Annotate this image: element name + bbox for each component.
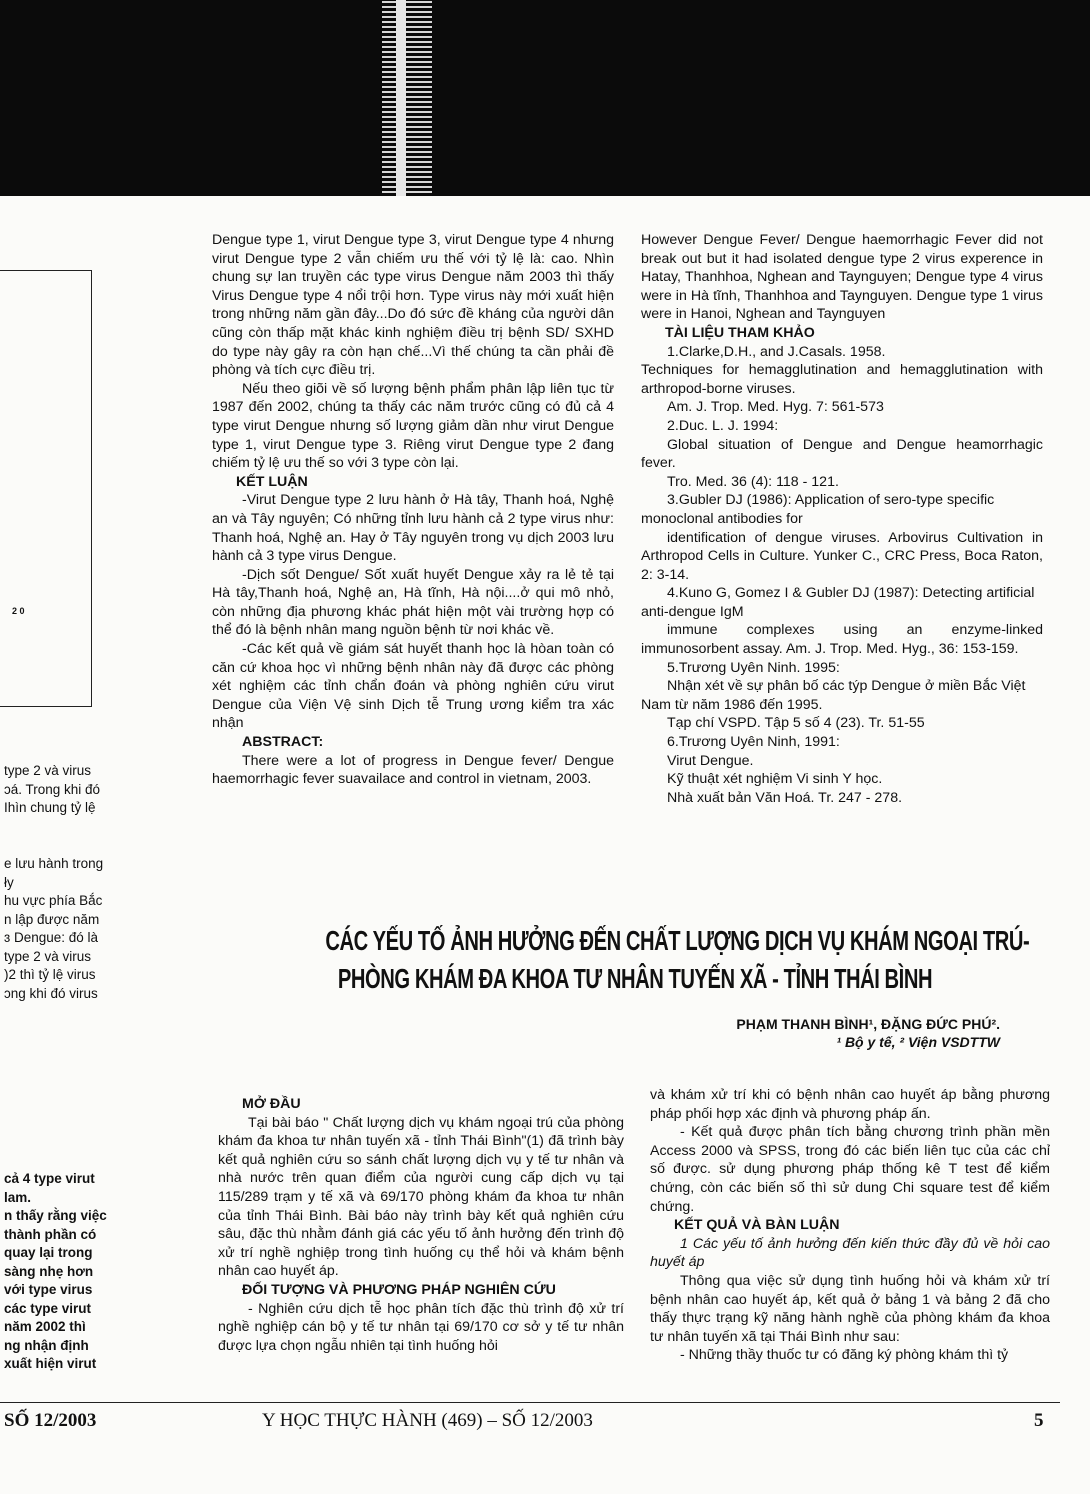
paragraph: và khám xử trí khi có bệnh nhân cao huyết áp bằng phương pháp phối hợp xác định và phương pháp ấn. <box>650 1087 1050 1122</box>
reference-line: 3.Gubler DJ (1986): Application of sero-type specific monoclonal antibodies for <box>641 492 995 527</box>
reference-line: Kỹ thuật xét nghiệm Vi sinh Y học. <box>667 771 883 788</box>
frame-right-line <box>91 270 92 706</box>
reference-line: 6.Trương Uyên Ninh, 1991: <box>667 734 840 751</box>
article-title-line2: PHÒNG KHÁM ĐA KHOA TƯ NHÂN TUYẾN XÃ - TỈNH THÁI BÌNH <box>337 963 933 994</box>
paragraph: Nếu theo giõi về số lượng bệnh phẩm phân lập liên tục từ 1987 đến 2002, chúng ta thấy các năm trước cũng có đủ cả 4 type virut Dengue nhưng số lượng giảm dần như virut Dengue type 1, virut Dengue type 3. Riêng virut Dengue type 2 đang chiếm tỷ lệ ưu thế so với 3 type còn lại. <box>212 380 614 472</box>
lower-right-column <box>650 1086 1050 1365</box>
page-number: 5 <box>1034 1410 1044 1431</box>
lower-left-column <box>218 1095 624 1355</box>
top-black-band <box>0 0 1090 196</box>
reference-line: Nhận xét về sự phân bố các týp Dengue ở miền Bắc Việt Nam từ năm 1986 đến 1995. <box>641 678 1026 713</box>
fragment-line: ng nhận định <box>4 1337 89 1353</box>
section-heading-abstract: ABSTRACT: <box>242 734 324 751</box>
paragraph: - Những thầy thuốc tư có đăng ký phòng khám thì tỷ <box>680 1347 1009 1364</box>
article-title-line1: CÁC YẾU TỐ ẢNH HƯỞNG ĐẾN CHẤT LƯỢNG DỊCH VỤ KHÁM NGOẠI TRÚ- <box>325 925 1030 956</box>
section-heading-doi-tuong: ĐỐI TƯỢNG VÀ PHƯƠNG PHÁP NGHIÊN CỨU <box>242 1281 556 1298</box>
subsection-heading: 1 Các yếu tố ảnh hưởng đến kiến thức đầy đủ về hỏi cao huyết áp <box>650 1235 1050 1271</box>
reference-line: 4.Kuno G, Gomez I & Gubler DJ (1987): Detecting artificial anti-dengue IgM <box>641 585 1035 620</box>
scan-stripe-light <box>396 0 406 196</box>
margin-mark: 2 0 <box>12 606 25 616</box>
reference-line: Am. J. Trop. Med. Hyg. 7: 561-573 <box>667 399 884 416</box>
reference-line: 1.Clarke,D.H., and J.Casals. 1958. <box>667 343 886 360</box>
fragment-line: sàng nhẹ hơn <box>4 1263 94 1279</box>
footer-rule <box>0 1402 1060 1403</box>
margin-fragment-a <box>4 762 100 818</box>
fragment-line: ɔng khi đó virus <box>4 985 98 1001</box>
section-heading-mo-dau: MỞ ĐẦU <box>242 1096 301 1112</box>
fragment-line: lam. <box>4 1189 32 1205</box>
margin-fragment-c <box>4 1170 107 1374</box>
frame-bottom-line <box>0 706 92 707</box>
fragment-line: n thấy rằng việc <box>4 1208 107 1223</box>
scan-stripe <box>382 0 432 196</box>
fragment-line: năm 2002 thì <box>4 1319 86 1334</box>
reference-line: Techniques for hemagglutination and hemagglutination with arthropod-borne viruses. <box>641 362 1043 397</box>
fragment-line: ɜ Dengue: đó là <box>4 930 99 945</box>
fragment-line: cả 4 type virut <box>4 1171 95 1186</box>
authors: PHẠM THANH BÌNH¹, ĐẶNG ĐỨC PHÚ². <box>736 1016 1000 1032</box>
references-heading: TÀI LIỆU THAM KHẢO <box>665 324 815 341</box>
upper-left-column <box>212 231 614 789</box>
abstract-text: There were a lot of progress in Dengue fever/ Dengue haemorrhagic fever suavailace and control in vietnam, 2003. <box>212 752 614 788</box>
reference-line: Virut Dengue. <box>667 752 754 769</box>
fragment-line: type 2 và virus <box>4 948 92 964</box>
fragment-line: các type virut <box>4 1300 92 1316</box>
paragraph: Thông qua việc sử dụng tình huống hỏi và khám xử trí bệnh nhân cao huyết áp, kết quả ở bảng 1 và bảng 2 đã cho thấy thực trạng kỹ năng hành nghề của phòng khám đa khoa tư nhân tuyến xã tại Thái Bình như sau: <box>650 1272 1050 1345</box>
footer-left-issue: SỐ 12/2003 <box>4 1410 97 1431</box>
paragraph: - Kết quả được phân tích bằng chương trình phần mền Access 2000 và SPSS, trong đó các biến liên tục của các chỉ số được. sử dụng phương pháp thống kê T test để kiểm chứng, còn các biến số thì sử dung Chi square test để kiểm chứng. <box>650 1124 1050 1215</box>
fragment-line: xuất hiện virut <box>4 1356 97 1371</box>
reference-line: immune complexes using an enzyme-linked immunosorbent assay. Am. J. Trop. Med. Hyg., 36: 153-159. <box>641 622 1043 658</box>
fragment-line: type 2 và virus <box>4 763 92 778</box>
paragraph: Tại bài báo " Chất lượng dịch vụ khám ngoại trú của phòng khám đa khoa tư nhân tuyến xã - tỉnh Thái Bình"(1) đã trình bày kết quả nghiên cứu so sánh chất lượng dịch vụ y tế tư nhân và nhà nước trên quan điểm của người cung cấp dịch vụ tại 115/289 trạm y tế xã và 69/170 phòng khám đa khoa tư nhân của tỉnh Thái Bình. Bài báo này trình bày kết quả nghiên cứu sâu, đặc thù nhằm đánh giá các yếu tố ảnh hưởng đến trình độ xử trí nghề nghiệp trong tình huống cụ thể hỏi và khám bệnh nhân cao huyết áp. <box>218 1114 624 1280</box>
fragment-line: quay lại trong <box>4 1245 93 1260</box>
abstract-continued: However Dengue Fever/ Dengue haemorrhagic Fever did not break out but it had isolated dengue type 2 virus experence in Hatay, Thanhhoa, Nghean and Taynguyen; Dengue type 4 virus were in Hà tĩnh, Thanhhoa and Taynguyen. Dengue type 1 virus were in Hanoi, Nghean and Taynguyen <box>641 232 1043 323</box>
paragraph: - Nghiên cứu dịch tễ học phân tích đặc thù trình độ xử trí nghề nghiệp cán bộ y tế tư nhân tại 69/170 cơ sở y tế tư nhân được lựa chọn ngẫu nhiên tại tình huống hỏi <box>218 1300 624 1354</box>
section-heading-ket-qua: KẾT QUẢ VÀ BÀN LUẬN <box>674 1217 840 1234</box>
fragment-line: ły <box>4 874 14 890</box>
fragment-line: ɔá. Trong khi đó <box>4 781 101 797</box>
reference-line: Global situation of Dengue and Dengue heamorrhagic fever. <box>641 436 1043 472</box>
reference-line: 2.Duc. L. J. 1994: <box>667 417 779 434</box>
reference-line: 5.Trương Uyên Ninh. 1995: <box>667 659 840 676</box>
paragraph: Dengue type 1, virut Dengue type 3, virut Dengue type 4 nhưng virut Dengue type 2 vẫn chiếm ưu thế với tỷ lệ là: cao. Nhìn chung sự lan truyền các type virus Dengue năm 2003 thì thấy Virus Dengue type 4 nổi trội hơn. Type virus này mới xuất hiện trong những năm gần đây...Do đó sức đề kháng của người dân cũng còn thấp mặt khác kinh nghiệm điều trị bệnh SD/ SXHD do type này gây ra còn hạn chế...Vì thế chúng ta cần phải đề phòng và tích cực điều trị. <box>212 232 614 379</box>
fragment-line: hu vực phía Bắc <box>4 893 103 908</box>
reference-line: identification of dengue viruses. Arbovirus Cultivation in Arthropod Cells in Culture. Yunker C., CRC Press, Boca Raton, 2: 3-14. <box>641 529 1043 583</box>
reference-line: Tạp chí VSPD. Tập 5 số 4 (23). Tr. 51-55 <box>667 715 925 732</box>
upper-right-column <box>641 231 1043 807</box>
author-block <box>736 1015 1000 1051</box>
fragment-line: thành phần có <box>4 1226 97 1242</box>
fragment-line: e lưu hành trong <box>4 856 104 871</box>
margin-fragment-b <box>4 855 103 1003</box>
frame-top-line <box>0 270 92 271</box>
reference-line: Nhà xuất bản Văn Hoá. Tr. 247 - 278. <box>667 789 903 806</box>
conclusion-item: -Các kết quả về giám sát huyết thanh học là hòan toàn có căn cứ khoa học vì những bệnh nhân này đã được các phòng xét nghiệm các tỉnh chẩn đoán và phòng nghiên cứu virut Dengue của Viện Vệ sinh Dịch tễ Trung ương kiểm tra xác nhận <box>212 641 614 732</box>
conclusion-item: -Virut Dengue type 2 lưu hành ở Hà tây, Thanh hoá, Nghệ an và Tây nguyên; Có những tỉnh lưu hành cả 2 type virus như: Thanh hoá, Nghệ an. Hay ở Tây nguyên trong vụ dịch 2003 lưu hành cả 3 type virus Dengue. <box>212 492 614 565</box>
reference-line: Tro. Med. 36 (4): 118 - 121. <box>667 473 839 490</box>
footer-journal-title: Y HỌC THỰC HÀNH (469) – SỐ 12/2003 <box>262 1410 593 1431</box>
section-heading-ket-luan: KẾT LUẬN <box>236 473 308 490</box>
conclusion-item: -Dịch sốt Dengue/ Sốt xuất huyết Dengue xảy ra lẻ tẻ tại Hà tây,Thanh hoá, Nghệ an, Hà tĩnh, Hà nội....ở qui mô nhỏ, còn những địa phương khác phát hiện một vài trường hợp có thể đó là bệnh nhân mang nguồn bệnh từ nơi khác về. <box>212 566 614 639</box>
fragment-line: n lập được năm <box>4 911 100 927</box>
fragment-line: )2 thì tỷ lệ virus <box>4 967 96 982</box>
fragment-line: với type virus <box>4 1282 93 1297</box>
article-title <box>325 922 1030 998</box>
fragment-line: Ihìn chung tỷ lệ <box>4 800 96 815</box>
affiliation: ¹ Bộ y tế, ² Viện VSDTTW <box>836 1034 1000 1050</box>
